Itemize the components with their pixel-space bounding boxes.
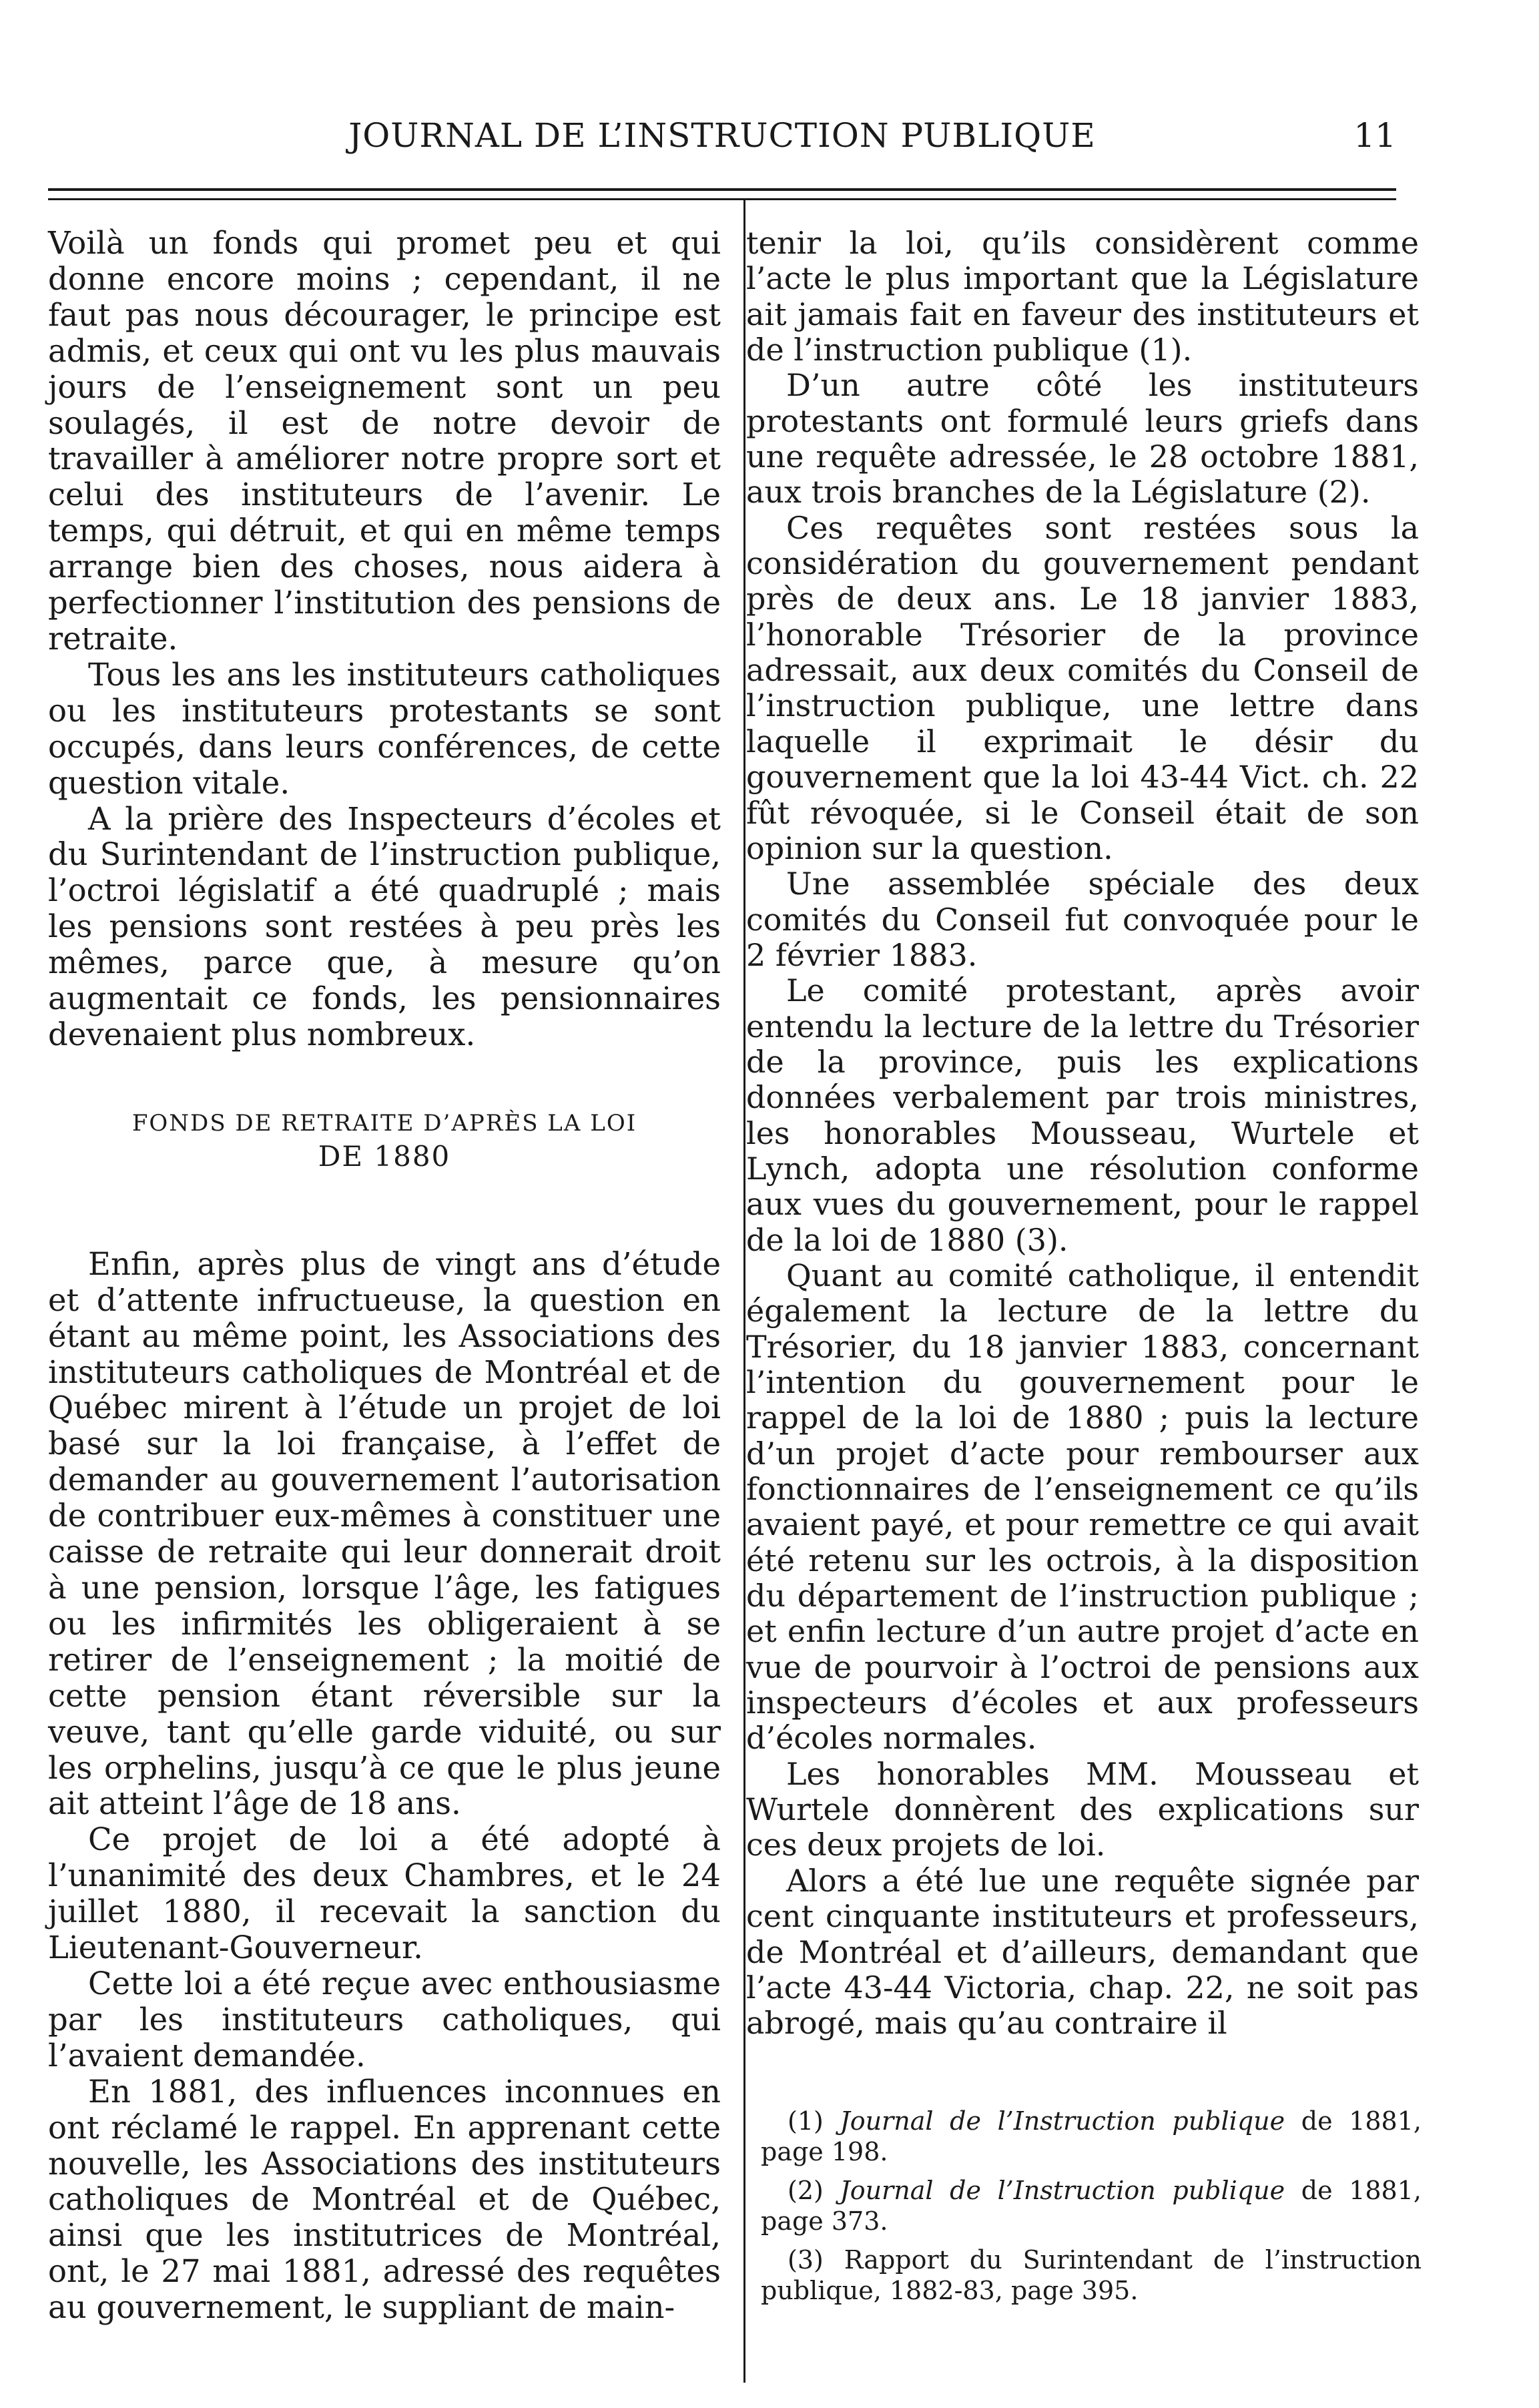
header-rule-thin (48, 198, 1396, 200)
footnote-title: Journal de l’Instruction publique (840, 2106, 1285, 2136)
running-header (48, 112, 1396, 166)
footnote-text: de 1881, page 373. (761, 2176, 1422, 2236)
footnote-mark: (2) (788, 2176, 824, 2205)
footnotes (761, 2106, 1422, 2314)
paragraph: Les honorables MM. Mousseau et Wurtele donnèrent des explications sur ces deux projets de loi. (746, 1755, 1419, 1863)
paragraph: tenir la loi, qu’ils considèrent comme l’acte le plus important que la Législature ait jamais fait en faveur des instituteurs et de l’instruction publique (1). (746, 225, 1419, 368)
section-heading-line: DE 1880 (318, 1139, 451, 1173)
footnote-mark: (1) (788, 2106, 824, 2136)
column-divider (743, 200, 745, 2383)
section-heading (48, 1107, 721, 1173)
header-rule-thick (48, 188, 1396, 191)
left-column (48, 226, 721, 2326)
journal-title: JOURNAL DE L’INSTRUCTION PUBLIQUE (348, 116, 1096, 155)
paragraph: Une assemblée spéciale des deux comités du Conseil fut convoquée pour le 2 février 1883. (746, 866, 1419, 973)
footnote-title: Journal de l’Instruction publique (840, 2176, 1285, 2205)
footnote-3: (3) Rapport du Surintendant de l’instruction publique, 1882-83, page 395. (761, 2245, 1422, 2305)
footnote-text: de 1881, page 198. (761, 2106, 1422, 2166)
page-number: 11 (1353, 116, 1396, 155)
paragraph: Cette loi a été reçue avec enthousiasme par les instituteurs catholiques, qui l’avaient demandée. (48, 1965, 721, 2074)
footnote-1 (761, 2106, 1422, 2167)
paragraph: Ces requêtes sont restées sous la considération du gouvernement pendant près de deux ans. Le 18 janvier 1883, l’honorable Trésorier de la province adressait, aux deux comités du Conseil de l’instruction publique, une lettre dans laquelle il exprimait le désir du gouvernement que la loi 43-44 Vict. ch. 22 fût révoquée, si le Conseil était de son opinion sur la question. (746, 509, 1419, 866)
paragraph: Tous les ans les instituteurs catholiques ou les instituteurs protestants se sont occupés, dans leurs conférences, de cette question vitale. (48, 656, 721, 801)
paragraph: Alors a été lue une requête signée par cent cinquante instituteurs et professeurs, de Montréal et d’ailleurs, demandant que l’acte 43-44 Victoria, chap. 22, ne soit pas abrogé, mais qu’au contraire il (746, 1862, 1419, 2042)
right-column (746, 226, 1419, 2042)
paragraph: Ce projet de loi a été adopté à l’unanimité des deux Chambres, et le 24 juillet 1880, il recevait la sanction du Lieutenant-Gouverneur. (48, 1821, 721, 1966)
section-heading-line: FONDS DE RETRAITE D’APRÈS LA LOI (131, 1109, 637, 1137)
paragraph: D’un autre côté les instituteurs protestants ont formulé leurs griefs dans une requête adressée, le 28 octobre 1881, aux trois branches de la Législature (2). (746, 367, 1419, 511)
paragraph: Voilà un fonds qui promet peu et qui donne encore moins ; cependant, il ne faut pas nous décourager, le principe est admis, et ceux qui ont vu les plus mauvais jours de l’enseignement sont un peu soulagés, il est de notre devoir de travailler à améliorer notre propre sort et celui des instituteurs de l’avenir. Le temps, qui détruit, et qui en même temps arrange bien des choses, nous aidera à perfectionner l’institution des pensions de retraite. (48, 225, 721, 657)
paragraph: Quant au comité catholique, il entendit également la lecture de la lettre du Trésorier, du 18 janvier 1883, concernant l’intention du gouvernement pour le rappel de la loi de 1880 ; puis la lecture d’un projet d’acte pour rembourser aux fonctionnaires de l’enseignement ce qu’ils avaient payé, et pour remettre ce qui avait été retenu sur les octrois, à la disposition du département de l’instruction publique ; et enfin lecture d’un autre projet d’acte en vue de pourvoir à l’octroi de pensions aux inspecteurs d’écoles et aux professeurs d’écoles normales. (746, 1257, 1419, 1757)
footnote-2 (761, 2175, 1422, 2236)
paragraph: Le comité protestant, après avoir entendu la lecture de la lettre du Trésorier de la province, puis les explications données verbalement par trois ministres, les honorables Mousseau, Wurtele et Lynch, adopta une résolution conforme aux vues du gouvernement, pour le rappel de la loi de 1880 (3). (746, 972, 1419, 1258)
paragraph: Enfin, après plus de vingt ans d’étude et d’attente infructueuse, la question en étant au même point, les Associations des instituteurs catholiques de Montréal et de Québec mirent à l’étude un projet de loi basé sur la loi française, à l’effet de demander au gouvernement l’autorisation de contribuer eux-mêmes à constituer une caisse de retraite qui leur donnerait droit à une pension, lorsque l’âge, les fatigues ou les infirmités les obligeraient à se retirer de l’enseignement ; la moitié de cette pension étant réversible sur la veuve, tant qu’elle garde viduité, ou sur les orphelins, jusqu’à ce que le plus jeune ait atteint l’âge de 18 ans. (48, 1245, 721, 1822)
paragraph: En 1881, des influences inconnues en ont réclamé le rappel. En apprenant cette nouvelle, les Associations des instituteurs catholiques de Montréal et de Québec, ainsi que les institutrices de Montréal, ont, le 27 mai 1881, adressé des requêtes au gouvernement, le suppliant de main- (48, 2073, 721, 2326)
paragraph: A la prière des Inspecteurs d’écoles et du Surintendant de l’instruction publique, l’octroi législatif a été quadruplé ; mais les pensions sont restées à peu près les mêmes, parce que, à mesure qu’on augmentait ce fonds, les pensionnaires devenaient plus nombreux. (48, 800, 721, 1052)
